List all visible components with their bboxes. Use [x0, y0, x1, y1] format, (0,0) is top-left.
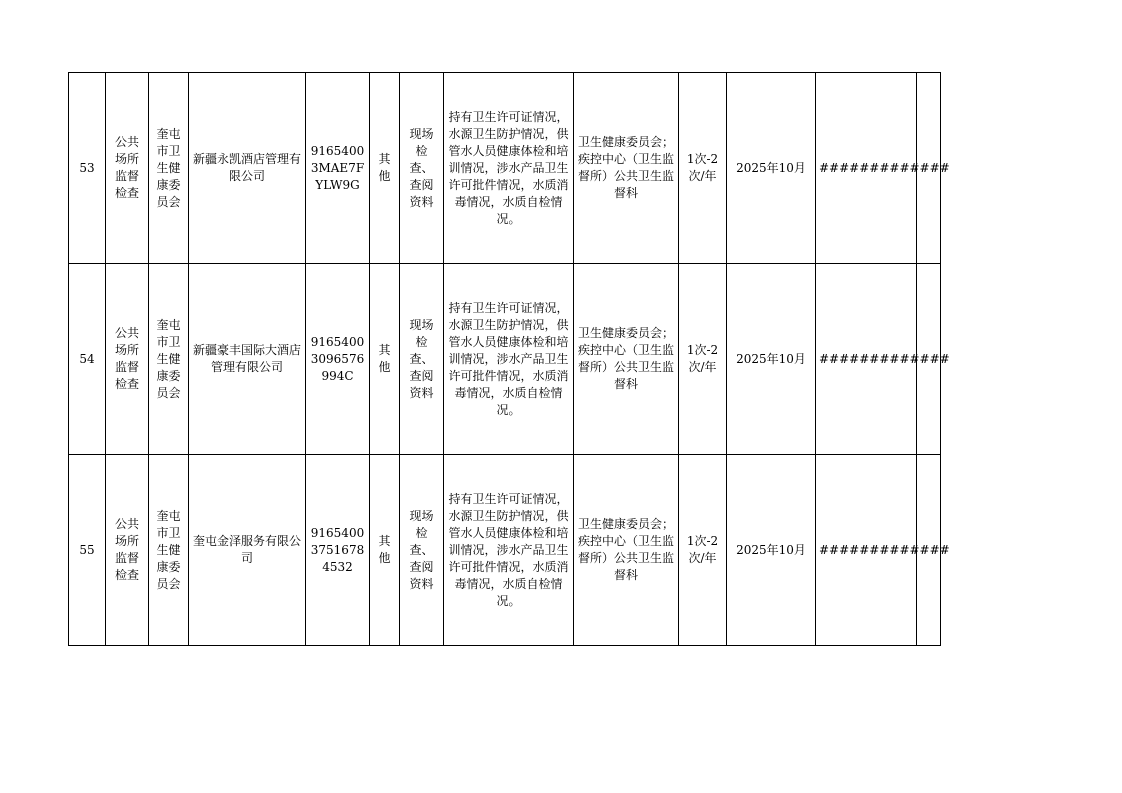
cell-org: 卫生健康委员会；疾控中心（卫生监督所）公共卫生监督科 — [574, 455, 679, 646]
cell-freq: 1次-2次/年 — [679, 264, 727, 455]
cell-date: 2025年10月 — [727, 73, 816, 264]
cell-freq: 1次-2次/年 — [679, 455, 727, 646]
table-row — [69, 73, 941, 264]
cell-date: 2025年10月 — [727, 264, 816, 455]
cell-no: 55 — [69, 455, 106, 646]
cell-code: 916540030965769​94C — [306, 264, 370, 455]
cell-type: 其他 — [370, 264, 400, 455]
inspection-table — [68, 72, 950, 646]
cell-hash: ############# — [816, 264, 917, 455]
cell-content: 持有卫生许可证情况，水源卫生防护情况，供管水人员健康体检和培训情况，涉水产品卫生许可批件情况，水质消毒情况，水质自检情况。 — [444, 455, 574, 646]
cell-no: 54 — [69, 264, 106, 455]
cell-content: 持有卫生许可证情况，水源卫生防护情况，供管水人员健康体检和培训情况，涉水产品卫生许可批件情况，水质消毒情况，水质自检情况。 — [444, 264, 574, 455]
cell-category: 公共场所监督检查 — [106, 264, 149, 455]
cell-content: 持有卫生许可证情况，水源卫生防护情况，供管水人员健康体检和培训情况，涉水产品卫生许可批件情况，水质消毒情况，水质自检情况。 — [444, 73, 574, 264]
cell-dept: 奎屯市卫生健康委员会 — [149, 73, 189, 264]
cell-name: 新疆豪丰国际大酒店管理有限公司 — [189, 264, 306, 455]
cell-code: 916540037516784532 — [306, 455, 370, 646]
cell-method: 现场检查、查阅资料 — [400, 73, 444, 264]
cell-hash: ############# — [816, 73, 917, 264]
cell-org: 卫生健康委员会；疾控中心（卫生监督所）公共卫生监督科 — [574, 73, 679, 264]
cell-category: 公共场所监督检查 — [106, 73, 149, 264]
cell-no: 53 — [69, 73, 106, 264]
cell-hash: ############# — [816, 455, 917, 646]
table-row — [69, 455, 941, 646]
cell-method: 现场检查、查阅资料 — [400, 455, 444, 646]
cell-name: 新疆永凯酒店管理有限公司 — [189, 73, 306, 264]
cell-org: 卫生健康委员会；疾控中心（卫生监督所）公共卫生监督科 — [574, 264, 679, 455]
cell-freq: 1次-2次/年 — [679, 73, 727, 264]
cell-method: 现场检查、查阅资料 — [400, 264, 444, 455]
cell-type: 其他 — [370, 455, 400, 646]
cell-type: 其他 — [370, 73, 400, 264]
cell-name: 奎屯金泽服务有限公司 — [189, 455, 306, 646]
cell-code: 91654003MAE7FYLW9G — [306, 73, 370, 264]
table-row — [69, 264, 941, 455]
cell-dept: 奎屯市卫生健康委员会 — [149, 264, 189, 455]
cell-dept: 奎屯市卫生健康委员会 — [149, 455, 189, 646]
cell-date: 2025年10月 — [727, 455, 816, 646]
cell-category: 公共场所监督检查 — [106, 455, 149, 646]
